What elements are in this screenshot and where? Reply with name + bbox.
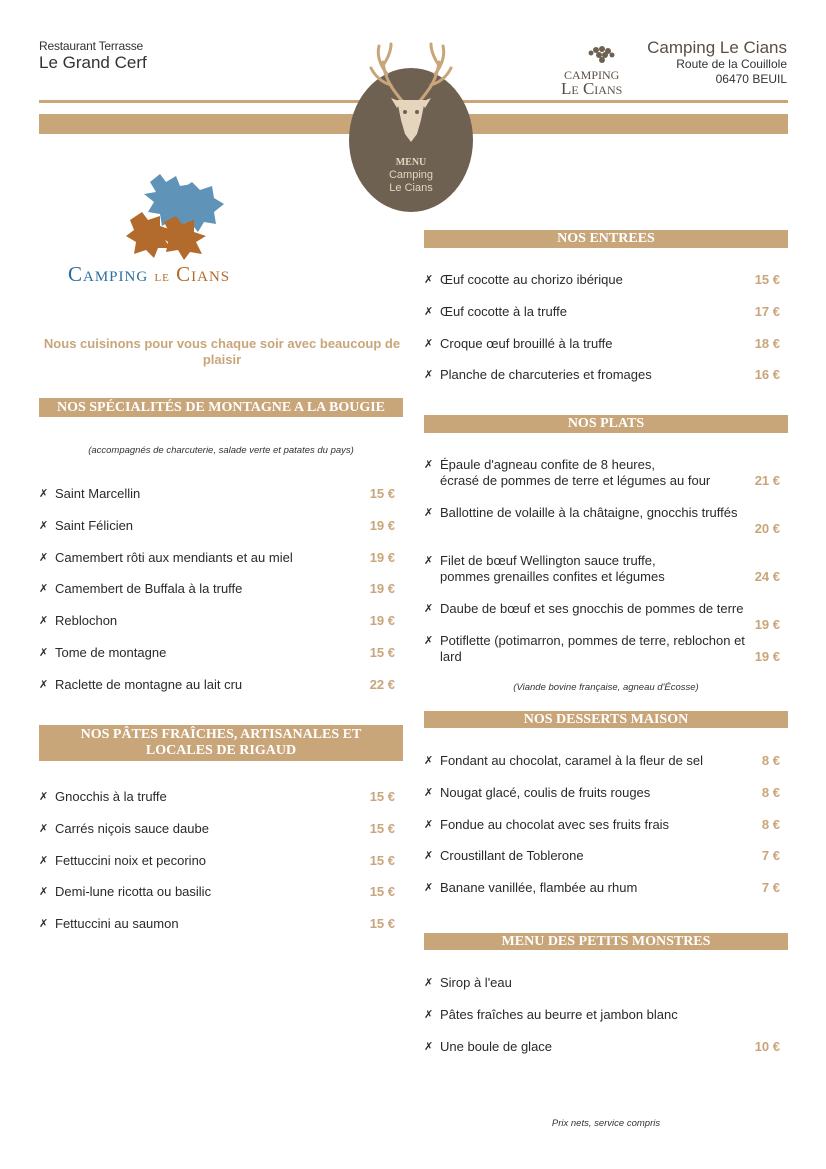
menu-item-price: 20 € <box>754 521 780 536</box>
desserts-list <box>424 753 780 912</box>
bullet-cross-icon: ✗ <box>424 977 434 989</box>
camping-address <box>676 57 787 87</box>
menu-item-name: Fettuccini noix et pecorino <box>55 852 207 868</box>
menu-item <box>39 581 395 613</box>
menu-item-name: Fondant au chocolat, caramel à la fleur de sel <box>440 753 704 768</box>
bullet-cross-icon: ✗ <box>424 603 434 615</box>
section-header-desserts: NOS DESSERTS MAISON <box>424 711 788 728</box>
bullet-cross-icon: ✗ <box>39 822 49 835</box>
restaurant-name: Le Grand Cerf <box>39 53 147 72</box>
petits-monstres-list <box>424 975 780 1070</box>
bullet-cross-icon: ✗ <box>424 274 434 286</box>
menu-item-price: 19 € <box>369 517 395 533</box>
mini-logo-camping: CAMPING <box>563 68 620 82</box>
pates-title-line2: LOCALES DE RIGAUD <box>145 743 297 758</box>
menu-item-price: 18 € <box>754 335 780 351</box>
menu-item-price: 15 € <box>369 644 395 660</box>
menu-item-name: Croque œuf brouillé à la truffe <box>440 335 613 351</box>
bullet-cross-icon: ✗ <box>424 305 434 318</box>
menu-item <box>424 817 780 849</box>
bullet-cross-icon: ✗ <box>424 882 434 895</box>
bullet-cross-icon: ✗ <box>39 854 49 867</box>
menu-item-line1: Ballottine de volaille à la châtaigne, gnocchis truffés <box>440 505 738 520</box>
menu-item <box>39 486 395 518</box>
menu-item-price: 15 € <box>369 916 395 932</box>
menu-item-name: Nougat glacé, coulis de fruits rouges <box>440 784 651 800</box>
menu-item-name: Reblochon <box>55 613 118 629</box>
menu-item-line1: Filet de bœuf Wellington sauce truffe, <box>440 553 656 568</box>
menu-item <box>424 975 780 1007</box>
menu-item-price: 7 € <box>761 848 780 864</box>
bullet-cross-icon: ✗ <box>424 850 434 863</box>
menu-item <box>39 645 395 677</box>
menu-item <box>424 848 780 880</box>
bullet-cross-icon: ✗ <box>39 519 49 532</box>
menu-item-name: Fondue au chocolat avec ses fruits frais <box>440 816 670 832</box>
menu-item-name: Gnocchis à la truffe <box>55 789 167 804</box>
menu-item <box>424 785 780 817</box>
bullet-cross-icon: ✗ <box>424 1008 434 1021</box>
big-logo-camping: Camping <box>68 262 149 286</box>
menu-item-name: Sirop à l'eau <box>440 975 512 990</box>
section-header-pates <box>39 725 403 761</box>
menu-item-name: Œuf cocotte à la truffe <box>440 303 567 319</box>
menu-item <box>39 789 395 821</box>
menu-item <box>39 853 395 885</box>
menu-item <box>424 367 780 399</box>
menu-item-line2: pommes grenailles confites et légumes <box>440 569 665 584</box>
medallion-camping: Camping <box>388 169 434 181</box>
menu-item-price: 24 € <box>754 569 780 584</box>
menu-item-price: 7 € <box>761 880 780 896</box>
menu-item-name <box>440 633 780 665</box>
bullet-cross-icon: ✗ <box>424 369 434 382</box>
menu-item-price: 19 € <box>369 549 395 565</box>
footer-note: Prix nets, service compris <box>551 1118 661 1129</box>
menu-item-price: 19 € <box>369 581 395 597</box>
bullet-cross-icon: ✗ <box>424 755 434 767</box>
bullet-cross-icon: ✗ <box>424 459 434 471</box>
bullet-cross-icon: ✗ <box>39 551 49 564</box>
menu-item <box>39 821 395 853</box>
menu-item <box>424 753 780 785</box>
medallion-text <box>349 156 473 195</box>
menu-item-line1: Potiflette (potimarron, pommes de terre, reblochon et <box>440 633 745 648</box>
menu-item-name: Banane vanillée, flambée au rhum <box>440 880 638 896</box>
bullet-cross-icon: ✗ <box>424 1040 434 1053</box>
menu-item-name: Pâtes fraîches au beurre et jambon blanc <box>440 1006 678 1022</box>
bullet-cross-icon: ✗ <box>424 818 434 831</box>
menu-item <box>424 457 780 505</box>
bullet-cross-icon: ✗ <box>39 646 49 659</box>
menu-item-name: Une boule de glace <box>440 1038 553 1054</box>
menu-item-price: 15 € <box>754 272 780 287</box>
bullet-cross-icon: ✗ <box>39 918 49 931</box>
menu-item-price: 21 € <box>754 473 780 488</box>
bullet-cross-icon: ✗ <box>424 786 434 799</box>
menu-item-name: Saint Félicien <box>55 517 134 533</box>
menu-item-name: Demi-lune ricotta ou basilic <box>55 884 212 900</box>
menu-item <box>424 336 780 368</box>
menu-item <box>39 884 395 916</box>
menu-item-price: 8 € <box>761 753 780 768</box>
menu-item-price: 19 € <box>754 617 780 632</box>
restaurant-subtitle: Restaurant Terrasse <box>39 39 144 53</box>
menu-item-price: 10 € <box>754 1038 780 1054</box>
big-logo-le: le <box>154 269 170 285</box>
menu-item-line2: lard <box>440 649 462 664</box>
menu-item-price: 8 € <box>761 816 780 832</box>
bullet-cross-icon: ✗ <box>39 488 49 500</box>
menu-item-name: Tome de montagne <box>55 644 167 660</box>
menu-item <box>424 880 780 912</box>
camping-name: Camping Le Cians <box>647 38 787 57</box>
bullet-cross-icon: ✗ <box>39 791 49 803</box>
plats-list <box>424 457 780 673</box>
menu-item-price: 15 € <box>369 486 395 501</box>
tagline: Nous cuisinons pour vous chaque soir avec beaucoup de plaisir <box>43 336 401 367</box>
camping-mini-logo-text <box>561 68 622 96</box>
menu-item-price: 15 € <box>369 820 395 836</box>
menu-item-price: 16 € <box>754 367 780 383</box>
menu-item-price: 15 € <box>369 884 395 900</box>
entrees-list <box>424 272 780 399</box>
section-header-entrees: NOS ENTREES <box>424 230 788 248</box>
bullet-cross-icon: ✗ <box>424 635 434 647</box>
menu-item-price: 19 € <box>369 613 395 629</box>
menu-item-name: Camembert rôti aux mendiants et au miel <box>55 549 293 565</box>
menu-item-price: 17 € <box>754 303 780 319</box>
bullet-cross-icon: ✗ <box>424 555 434 567</box>
menu-item-name <box>440 505 780 521</box>
bullet-cross-icon: ✗ <box>39 615 49 628</box>
section-header-plats: NOS PLATS <box>424 415 788 433</box>
menu-item-name: Carrés niçois sauce daube <box>55 820 209 836</box>
snowflake-leaf-logo <box>120 170 230 260</box>
bullet-cross-icon: ✗ <box>39 583 49 596</box>
menu-item-price: 8 € <box>761 784 780 800</box>
deer-head-icon <box>355 40 467 155</box>
section-header-specialites: NOS SPÉCIALITÉS DE MONTAGNE A LA BOUGIE <box>39 398 403 417</box>
bullet-cross-icon: ✗ <box>39 678 49 691</box>
menu-item <box>39 677 395 709</box>
menu-item-line2: écrasé de pommes de terre et légumes au four <box>440 473 711 488</box>
plats-note: (Viande bovine française, agneau d'Écosse) <box>513 682 699 693</box>
menu-item-price: 15 € <box>369 789 395 804</box>
menu-item-name: Camembert de Buffala à la truffe <box>55 581 243 597</box>
menu-item-name: Œuf cocotte au chorizo ibérique <box>440 272 623 287</box>
menu-item <box>39 613 395 645</box>
menu-item <box>424 1039 780 1071</box>
menu-item-name: Fettuccini au saumon <box>55 916 179 932</box>
menu-item <box>39 550 395 582</box>
address-line-1: Route de la Couillole <box>676 57 787 71</box>
menu-item-name <box>440 601 780 617</box>
menu-item <box>39 518 395 550</box>
mini-logo-lecians: Le Cians <box>561 79 623 98</box>
medallion-menu: MENU <box>395 157 427 168</box>
menu-item-name: Planche de charcuteries et fromages <box>440 367 652 383</box>
bullet-cross-icon: ✗ <box>39 886 49 899</box>
address-line-2: 06470 BEUIL <box>715 72 787 86</box>
menu-item <box>424 553 780 601</box>
medallion-lecians: Le Cians <box>389 182 433 194</box>
menu-item-price: 15 € <box>369 852 395 868</box>
bullet-cross-icon: ✗ <box>424 507 434 519</box>
menu-item-price: 22 € <box>369 676 395 692</box>
pates-title-line1: NOS PÂTES FRAÎCHES, ARTISANALES ET <box>80 727 362 742</box>
bullet-cross-icon: ✗ <box>424 337 434 350</box>
menu-item-price: 19 € <box>754 649 780 664</box>
menu-item-line1: Daube de bœuf et ses gnocchis de pommes de terre <box>440 601 744 616</box>
menu-item <box>424 304 780 336</box>
big-logo-text <box>68 262 230 287</box>
specialites-list <box>39 486 395 709</box>
menu-item <box>424 272 780 304</box>
menu-item-name <box>440 457 780 489</box>
big-logo-cians: Cians <box>176 262 231 286</box>
menu-item-name: Saint Marcellin <box>55 486 141 501</box>
menu-item-line1: Épaule d'agneau confite de 8 heures, <box>440 457 655 472</box>
menu-item <box>39 916 395 948</box>
menu-item-name <box>440 553 780 585</box>
specialites-note: (accompagnés de charcuterie, salade verte et patates du pays) <box>88 445 354 456</box>
menu-item-name: Raclette de montagne au lait cru <box>55 676 243 692</box>
section-header-petits-monstres: MENU DES PETITS MONSTRES <box>424 933 788 950</box>
menu-item <box>424 633 780 673</box>
menu-item <box>424 505 780 553</box>
menu-item <box>424 601 780 633</box>
menu-item <box>424 1007 780 1039</box>
menu-item-name: Croustillant de Toblerone <box>440 848 584 864</box>
pates-list <box>39 789 395 948</box>
